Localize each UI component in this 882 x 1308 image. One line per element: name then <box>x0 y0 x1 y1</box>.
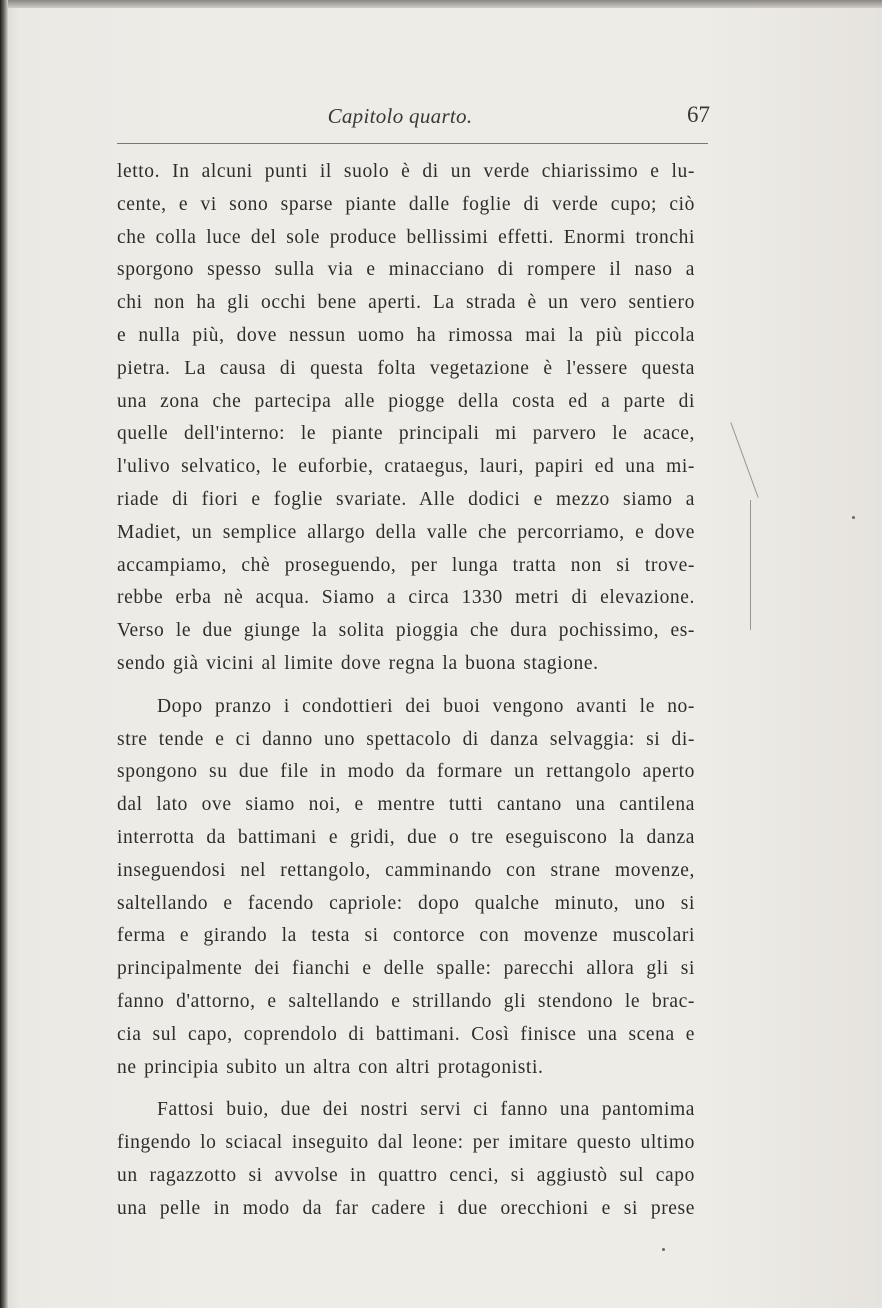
text-line: spongono su due file in modo da formare un rettangolo aperto <box>117 761 695 783</box>
text-line: una zona che partecipa alle piogge della costa ed a parte di <box>117 390 695 412</box>
text-line: Dopo pranzo i condottieri dei buoi vengono avanti le no- <box>157 695 695 717</box>
text-line: cente, e vi sono sparse piante dalle foglie di verde cupo; ciò <box>117 193 695 215</box>
text-line: e nulla più, dove nessun uomo ha rimossa mai la più piccola <box>117 324 695 346</box>
text-line: quelle dell'interno: le piante principali mi parvero le acace, <box>117 423 695 445</box>
text-line: rebbe erba nè acqua. Siamo a circa 1330 metri di elevazione. <box>117 587 695 609</box>
text-line: sendo già vicini al limite dove regna la buona stagione. <box>117 652 599 674</box>
paragraph-2 <box>117 691 695 1085</box>
text-line: l'ulivo selvatico, le euforbie, crataegus, lauri, papiri ed una mi- <box>117 456 695 478</box>
text-line: cia sul capo, coprendolo di battimani. Così finisce una scena e <box>117 1023 695 1045</box>
margin-pencil-mark <box>750 500 751 630</box>
paper-speck <box>662 1248 665 1251</box>
paper-speck <box>852 516 855 519</box>
chapter-title: Capitolo quarto. <box>327 104 473 128</box>
text-line: inseguendosi nel rettangolo, camminando con strane movenze, <box>117 859 695 881</box>
paragraph-gap <box>117 681 695 691</box>
text-line: Verso le due giunge la solita pioggia che dura pochissimo, es- <box>117 620 695 642</box>
margin-pencil-mark <box>730 422 758 498</box>
body-text <box>117 156 695 1226</box>
text-line: principalmente dei fianchi e delle spalle: parecchi allora gli si <box>117 958 695 980</box>
text-line: letto. In alcuni punti il suolo è di un verde chiarissimo e lu- <box>117 161 695 182</box>
text-line: stre tende e ci danno uno spettacolo di danza selvaggia: si di- <box>117 728 695 750</box>
text-line: Fattosi buio, due dei nostri servi ci fanno una pantomima <box>157 1099 695 1121</box>
text-line: pietra. La causa di questa folta vegetazione è l'essere questa <box>117 357 695 379</box>
running-header <box>0 100 882 134</box>
text-line: interrotta da battimani e gridi, due o tre eseguiscono la danza <box>117 826 695 848</box>
text-line: Madiet, un semplice allargo della valle che percorriamo, e dove <box>117 521 695 543</box>
page-binding-edge <box>0 0 8 1308</box>
text-line: dal lato ove siamo noi, e mentre tutti cantano una cantilena <box>117 794 695 816</box>
text-line: un ragazzotto si avvolse in quattro cenci, si aggiustò sul capo <box>117 1164 695 1186</box>
text-line: fingendo lo sciacal inseguito dal leone: per imitare questo ultimo <box>117 1132 695 1154</box>
text-line: una pelle in modo da far cadere i due orecchioni e si prese <box>117 1197 695 1219</box>
text-line: fanno d'attorno, e saltellando e strillando gli stendono le brac- <box>117 990 695 1012</box>
header-rule <box>117 143 708 144</box>
text-line: sporgono spesso sulla via e minacciano di rompere il naso a <box>117 259 695 281</box>
page-top-edge <box>0 0 882 8</box>
paragraph-gap <box>117 1084 695 1094</box>
text-line: ferma e girando la testa si contorce con movenze muscolari <box>117 925 695 947</box>
text-line: riade di fiori e foglie svariate. Alle dodici e mezzo siamo a <box>117 488 695 510</box>
page-number: 67 <box>687 102 710 127</box>
paragraph-1 <box>117 156 695 681</box>
text-line: accampiamo, chè proseguendo, per lunga tratta non si trove- <box>117 554 695 576</box>
paragraph-3 <box>117 1094 695 1225</box>
text-line: saltellando e facendo capriole: dopo qualche minuto, uno si <box>117 892 695 914</box>
text-line: che colla luce del sole produce bellissimi effetti. Enormi tronchi <box>117 226 695 248</box>
text-line: ne principia subito un altra con altri protagonisti. <box>117 1056 544 1078</box>
text-line: chi non ha gli occhi bene aperti. La strada è un vero sentiero <box>117 292 695 314</box>
